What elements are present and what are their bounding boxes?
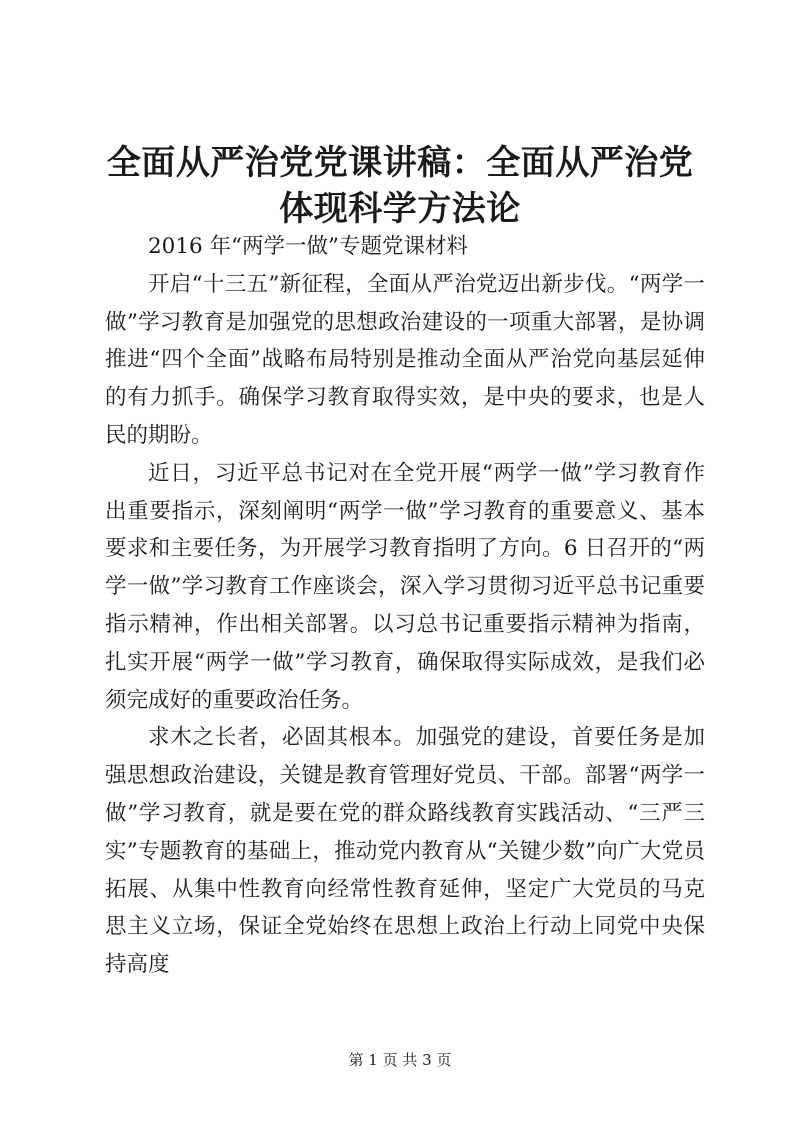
document-body	[105, 228, 705, 984]
paragraph-2: 近日，习近平总书记对在全党开展“两学一做”学习教育作出重要指示，深刻阐明“两学一做”学习教育的重要意义、基本要求和主要任务，为开展学习教育指明了方向。6 日召开的“两学一做”学习教育工作座谈会，深入学习贯彻习近平总书记重要指示精神，作出相关部署。以习总书记重要指示精神为指南，扎实开展“两学一做”学习教育，确保取得实际成效，是我们必须完成好的重要政治任务。	[105, 460, 705, 713]
page-footer: 第 1 页 共 3 页	[348, 1051, 452, 1069]
paragraph-1: 开启“十三五”新征程，全面从严治党迈出新步伐。“两学一做”学习教育是加强党的思想政治建设的一项重大部署，是协调推进“四个全面”战略布局特别是推动全面从严治党向基层延伸的有力抓手。确保学习教育取得实效，是中央的要求，也是人民的期盼。	[105, 271, 705, 448]
paragraph-subtitle: 2016 年“两学一做”专题党课材料	[148, 234, 469, 259]
paragraph-3: 求木之长者，必固其根本。加强党的建设，首要任务是加强思想政治建设，关键是教育管理好党员、干部。部署“两学一做”学习教育，就是要在党的群众路线教育实践活动、“三严三实”专题教育的基础上，推动党内教育从“关键少数”向广大党员拓展、从集中性教育向经常性教育延伸，坚定广大党员的马克思主义立场，保证全党始终在思想上政治上行动上同党中央保持高度	[105, 725, 705, 978]
document-title: 全面从严治党党课讲稿：全面从严治党体现科学方法论	[106, 143, 694, 229]
